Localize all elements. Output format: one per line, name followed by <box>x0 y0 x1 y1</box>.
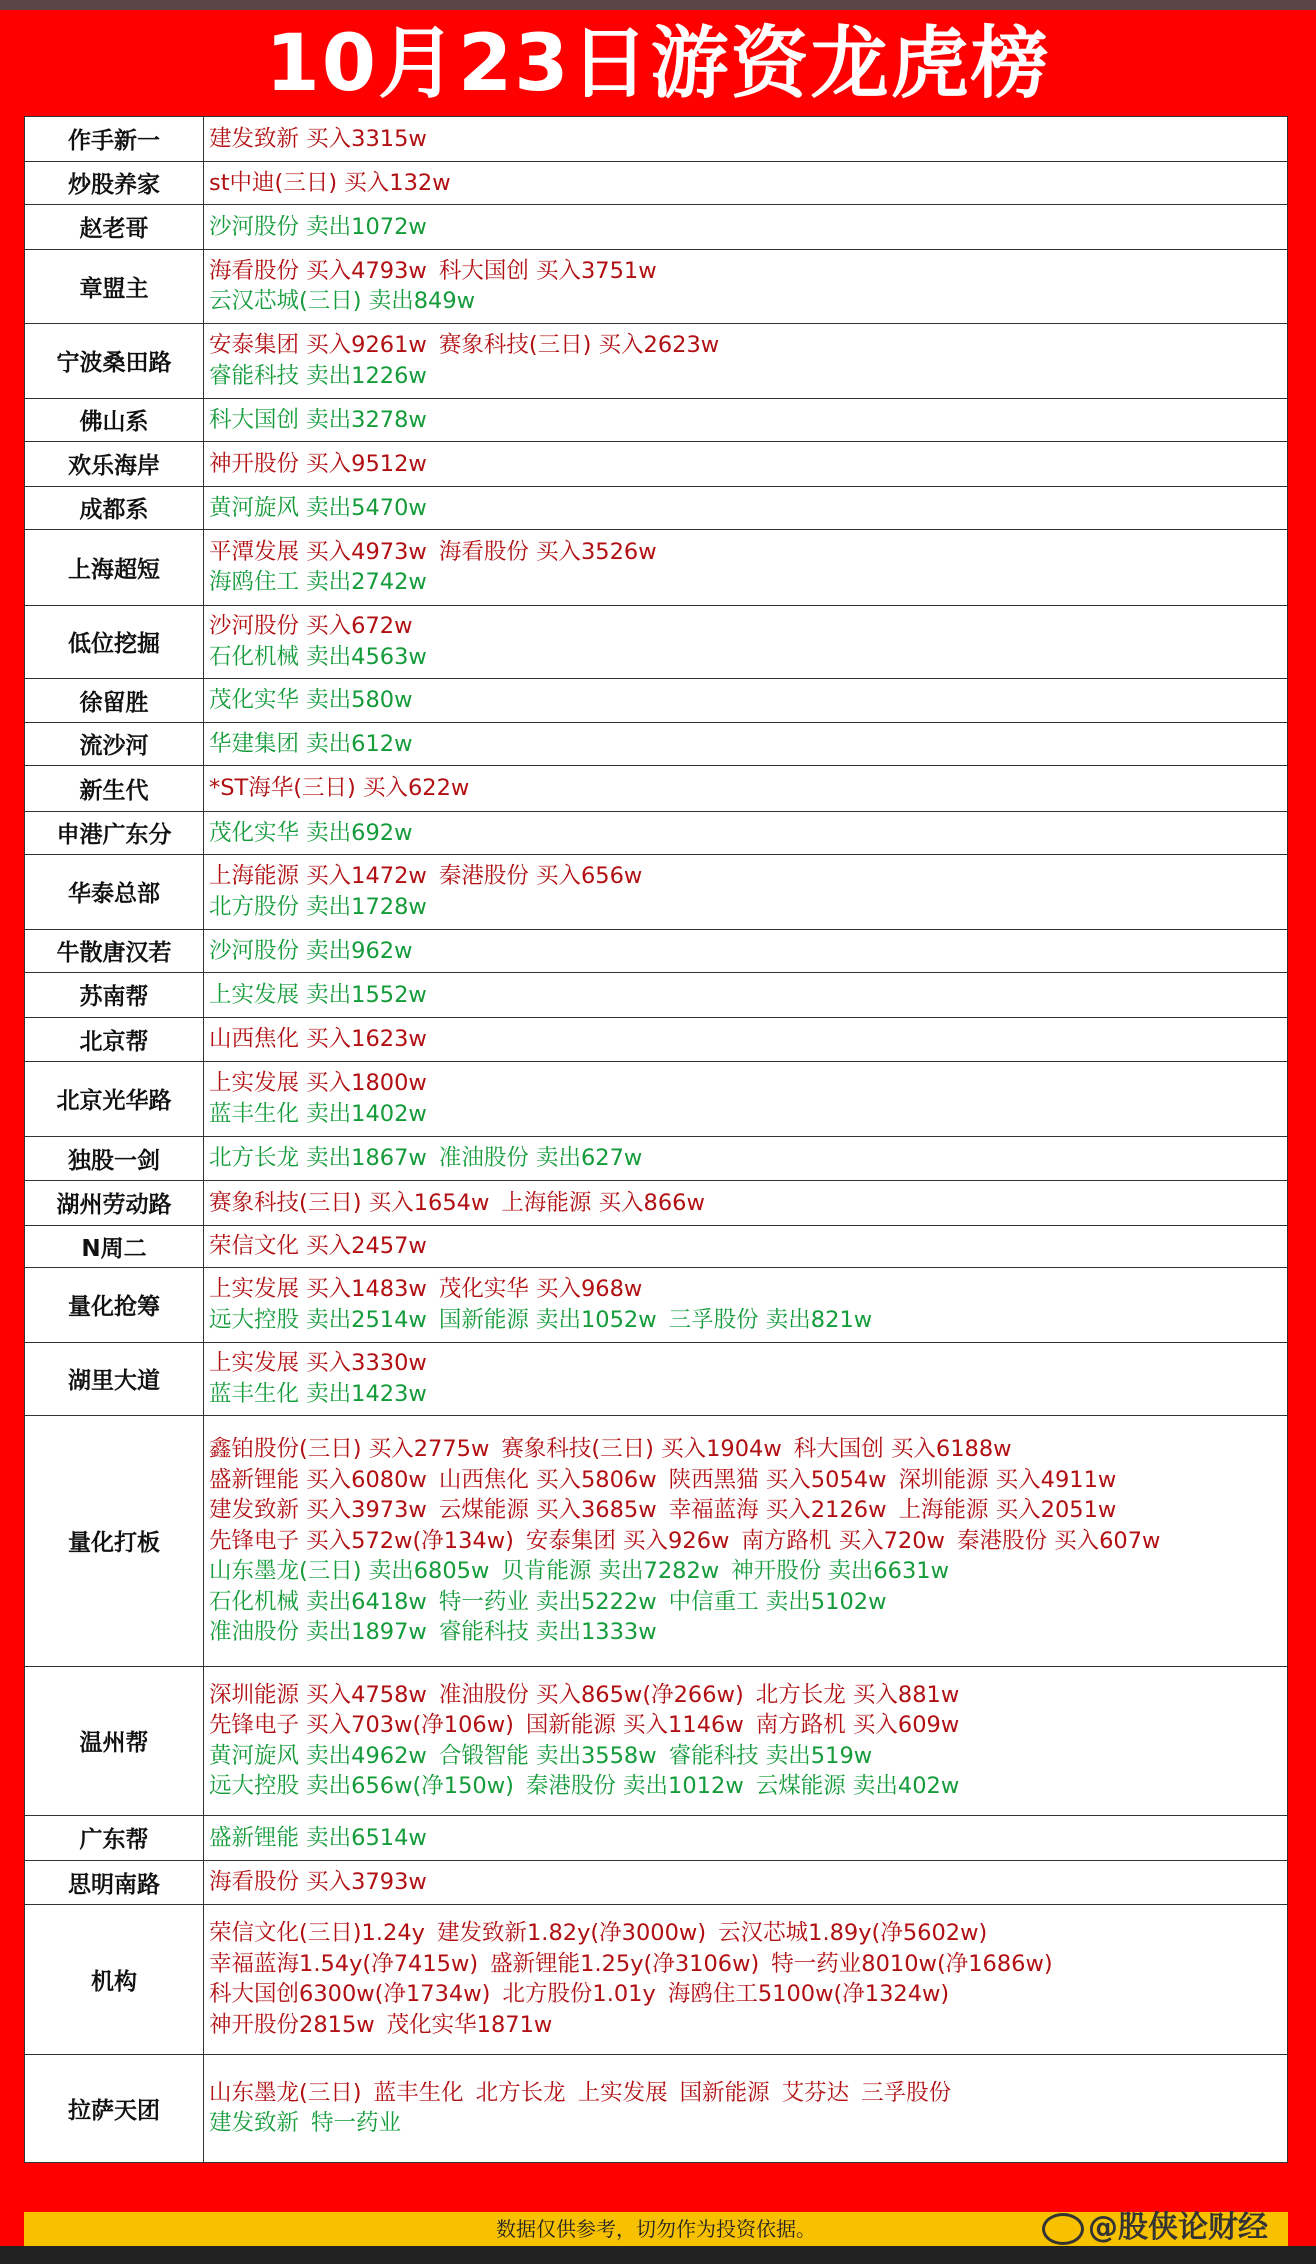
trader-name: 章盟主 <box>25 249 204 324</box>
trader-name: 宁波桑田路 <box>25 324 204 399</box>
trade-line <box>209 892 1287 923</box>
trader-name: 佛山系 <box>25 398 204 442</box>
trade-line <box>209 1587 1287 1618</box>
table-row <box>25 117 1288 162</box>
trade-details <box>204 1136 1288 1181</box>
buy-entry: 盛新锂能1.25y(净3106w) <box>490 1950 760 1977</box>
trader-name: 华泰总部 <box>25 855 204 930</box>
table-row <box>25 398 1288 442</box>
table-row <box>25 1181 1288 1226</box>
buy-entry: 三孚股份 <box>861 2079 952 2106</box>
buy-entry: 沙河股份 买入672w <box>209 613 413 640</box>
buy-entry: 先锋电子 买入572w(净134w) <box>209 1527 514 1554</box>
buy-entry: 山西焦化 买入5806w <box>438 1466 657 1493</box>
table-row <box>25 324 1288 399</box>
sell-entry: 云煤能源 卖出402w <box>755 1773 960 1800</box>
buy-entry: 国新能源 <box>679 2079 770 2106</box>
buy-entry: 茂化实华 买入968w <box>438 1276 643 1303</box>
trader-name: 量化打板 <box>25 1416 204 1667</box>
buy-entry: 赛象科技(三日) 买入2623w <box>438 332 720 359</box>
trade-details <box>204 766 1288 812</box>
trade-details <box>204 205 1288 250</box>
buy-entry: 北方长龙 买入881w <box>755 1681 960 1708</box>
trade-details <box>204 605 1288 679</box>
bottom-bar <box>0 2246 1316 2264</box>
table-row <box>25 679 1288 723</box>
trade-line <box>209 773 1287 804</box>
table-row <box>25 486 1288 530</box>
trade-details <box>204 486 1288 530</box>
trader-name: 量化抢筹 <box>25 1268 204 1343</box>
trade-line <box>209 1710 1287 1741</box>
trader-name: 流沙河 <box>25 722 204 766</box>
trade-line <box>209 567 1287 598</box>
trade-details <box>204 1860 1288 1905</box>
sell-entry: 特一药业 <box>311 2110 402 2137</box>
trader-name: 低位挖掘 <box>25 605 204 679</box>
sell-entry: 贝肯能源 卖出7282w <box>501 1558 720 1584</box>
table-row <box>25 1905 1288 2055</box>
trader-name: 湖里大道 <box>25 1342 204 1416</box>
trade-line <box>209 449 1287 480</box>
trade-line <box>209 1495 1287 1526</box>
table-row <box>25 1416 1288 1667</box>
buy-entry: 海看股份 买入3793w <box>209 1869 427 1895</box>
buy-entry: 南方路机 买入609w <box>755 1712 960 1739</box>
sell-entry: 中信重工 卖出5102w <box>668 1588 887 1615</box>
watermark <box>1042 2206 1268 2250</box>
top-bar <box>0 0 1316 10</box>
table-row <box>25 1666 1288 1816</box>
trade-details <box>204 929 1288 973</box>
table-row <box>25 161 1288 205</box>
table-row <box>25 1136 1288 1181</box>
weibo-icon <box>1042 2213 1084 2245</box>
trade-line <box>209 405 1287 436</box>
trader-name: 机构 <box>25 1905 204 2055</box>
trade-line <box>209 729 1287 760</box>
buy-entry: 鑫铂股份(三日) 买入2775w <box>209 1436 490 1462</box>
sell-entry: 北方股份 卖出1728w <box>209 893 427 920</box>
sell-entry: 石化机械 卖出6418w <box>209 1588 427 1615</box>
table-row <box>25 722 1288 766</box>
table-row <box>25 973 1288 1018</box>
trade-details <box>204 2054 1288 2163</box>
trader-name: 苏南帮 <box>25 973 204 1018</box>
sell-entry: 黄河旋风 卖出4962w <box>209 1742 427 1769</box>
buy-entry: 北方长龙 <box>475 2079 566 2106</box>
trade-line <box>209 1348 1287 1379</box>
sell-entry: 沙河股份 卖出962w <box>209 937 413 964</box>
buy-entry: 秦港股份 买入656w <box>438 863 643 890</box>
trader-name: 赵老哥 <box>25 205 204 250</box>
trade-line <box>209 1617 1287 1648</box>
buy-entry: 海鸥住工5100w(净1324w) <box>667 1981 950 2008</box>
buy-entry: 山西焦化 买入1623w <box>209 1026 427 1052</box>
buy-entry: 陕西黑猫 买入5054w <box>668 1466 887 1493</box>
trade-line <box>209 2108 1287 2139</box>
sell-entry: 远大控股 卖出656w(净150w) <box>209 1773 514 1800</box>
table-row <box>25 205 1288 250</box>
buy-entry: 荣信文化(三日)1.24y <box>209 1920 425 1947</box>
trade-details <box>204 1062 1288 1137</box>
buy-entry: 建发致新1.82y(净3000w) <box>436 1920 707 1947</box>
buy-entry: 幸福蓝海1.54y(净7415w) <box>209 1950 479 1977</box>
sell-entry: 三孚股份 卖出821w <box>668 1306 873 1333</box>
trade-line <box>209 1526 1287 1557</box>
trade-line <box>209 124 1287 155</box>
buy-entry: 上实发展 <box>577 2079 668 2106</box>
buy-entry: *ST海华(三日) 买入622w <box>209 775 470 801</box>
sell-entry: 云汉芯城(三日) 卖出849w <box>209 288 476 315</box>
buy-entry: 安泰集团 买入926w <box>525 1527 730 1554</box>
footer-bar <box>24 2212 1288 2246</box>
buy-entry: 艾芬达 <box>781 2079 850 2106</box>
trade-details <box>204 855 1288 930</box>
trader-name: 独股一剑 <box>25 1136 204 1181</box>
buy-entry: 北方股份1.01y <box>502 1981 656 2008</box>
sell-entry: 茂化实华 卖出692w <box>209 819 413 846</box>
sell-entry: 茂化实华 卖出580w <box>209 687 413 713</box>
sell-entry: 蓝丰生化 卖出1402w <box>209 1100 427 1127</box>
trade-line <box>209 1979 1287 2010</box>
trader-name: 牛散唐汉若 <box>25 929 204 973</box>
ranking-table-container <box>24 116 1288 2163</box>
sell-entry: 黄河旋风 卖出5470w <box>209 494 427 521</box>
table-row <box>25 605 1288 679</box>
trade-line <box>209 168 1287 199</box>
buy-entry: 幸福蓝海 买入2126w <box>668 1497 887 1523</box>
trader-name: 广东帮 <box>25 1816 204 1861</box>
trade-line <box>209 1949 1287 1980</box>
trade-line <box>209 493 1287 524</box>
trade-details <box>204 973 1288 1018</box>
sell-entry: 华建集团 卖出612w <box>209 730 413 757</box>
table-row <box>25 1062 1288 1137</box>
trade-line <box>209 1274 1287 1305</box>
page-title: 10月23日游资龙虎榜 <box>265 19 1051 109</box>
trader-name: 新生代 <box>25 766 204 812</box>
trade-details <box>204 249 1288 324</box>
trade-line <box>209 1867 1287 1898</box>
trade-line <box>209 1305 1287 1336</box>
trade-line <box>209 286 1287 317</box>
buy-entry: 平潭发展 买入4973w <box>209 538 427 565</box>
trader-name: 上海超短 <box>25 530 204 606</box>
trader-name: 成都系 <box>25 486 204 530</box>
trader-name: 欢乐海岸 <box>25 442 204 487</box>
trade-line <box>209 537 1287 568</box>
sell-entry: 海鸥住工 卖出2742w <box>209 569 427 596</box>
buy-entry: 建发致新 买入3973w <box>209 1497 427 1523</box>
sell-entry: 科大国创 卖出3278w <box>209 406 427 433</box>
trade-details <box>204 117 1288 162</box>
table-row <box>25 929 1288 973</box>
sell-entry: 建发致新 <box>209 2110 300 2137</box>
trader-name: 温州帮 <box>25 1666 204 1816</box>
sell-entry: 国新能源 卖出1052w <box>438 1306 657 1333</box>
buy-entry: 山东墨龙(三日) <box>209 2079 362 2106</box>
buy-entry: 神开股份2815w <box>209 2011 375 2038</box>
trader-name: 炒股养家 <box>25 161 204 205</box>
buy-entry: 南方路机 买入720w <box>741 1527 945 1554</box>
trade-line <box>209 330 1287 361</box>
buy-entry: 科大国创 买入3751w <box>438 257 657 284</box>
table-row <box>25 1860 1288 1905</box>
buy-entry: 特一药业8010w(净1686w) <box>771 1950 1053 1977</box>
trader-name: 申港广东分 <box>25 811 204 855</box>
buy-entry: 荣信文化 买入2457w <box>209 1233 427 1259</box>
trade-line <box>209 1918 1287 1949</box>
trade-details <box>204 1017 1288 1062</box>
trade-line <box>209 1024 1287 1055</box>
trade-line <box>209 1556 1287 1587</box>
trade-details <box>204 398 1288 442</box>
watermark-text: @股侠论财经 <box>1088 2210 1268 2245</box>
trade-line <box>209 1188 1287 1219</box>
trade-line <box>209 2078 1287 2109</box>
sell-entry: 蓝丰生化 卖出1423w <box>209 1380 427 1407</box>
trade-line <box>209 361 1287 392</box>
trader-name: 北京光华路 <box>25 1062 204 1137</box>
trade-line <box>209 685 1287 716</box>
trade-line <box>209 1143 1287 1174</box>
sell-entry: 睿能科技 卖出1333w <box>438 1619 657 1645</box>
trade-details <box>204 161 1288 205</box>
trader-name: 北京帮 <box>25 1017 204 1062</box>
buy-entry: 科大国创6300w(净1734w) <box>209 1981 491 2008</box>
buy-entry: 秦港股份 买入607w <box>956 1527 1161 1554</box>
buy-entry: 上实发展 买入1483w <box>209 1276 427 1303</box>
sell-entry: 盛新锂能 卖出6514w <box>209 1824 427 1851</box>
trade-line <box>209 1434 1287 1465</box>
trade-line <box>209 212 1287 243</box>
trade-details <box>204 1816 1288 1861</box>
trade-details <box>204 722 1288 766</box>
buy-entry: 蓝丰生化 <box>373 2079 464 2106</box>
sell-entry: 特一药业 卖出5222w <box>438 1588 657 1615</box>
sell-entry: 准油股份 卖出627w <box>438 1145 643 1171</box>
trader-name: 思明南路 <box>25 1860 204 1905</box>
table-row <box>25 1816 1288 1861</box>
sell-entry: 上实发展 卖出1552w <box>209 981 427 1008</box>
sell-entry: 秦港股份 卖出1012w <box>525 1773 744 1800</box>
trade-details <box>204 1181 1288 1226</box>
buy-entry: 茂化实华1871w <box>386 2011 553 2038</box>
buy-entry: 上海能源 买入2051w <box>898 1497 1117 1523</box>
trade-details <box>204 324 1288 399</box>
table-row <box>25 2054 1288 2163</box>
sell-entry: 远大控股 卖出2514w <box>209 1306 427 1333</box>
sell-entry: 石化机械 卖出4563w <box>209 643 427 670</box>
buy-entry: 赛象科技(三日) 买入1904w <box>501 1436 782 1462</box>
trade-details <box>204 811 1288 855</box>
sell-entry: 准油股份 卖出1897w <box>209 1619 427 1645</box>
sell-entry: 睿能科技 卖出1226w <box>209 362 427 389</box>
trader-name: 作手新一 <box>25 117 204 162</box>
trade-line <box>209 936 1287 967</box>
table-row <box>25 249 1288 324</box>
trade-line <box>209 861 1287 892</box>
trade-line <box>209 642 1287 673</box>
trade-line <box>209 1379 1287 1410</box>
sell-entry: 神开股份 卖出6631w <box>731 1558 950 1584</box>
buy-entry: 海看股份 买入4793w <box>209 257 427 284</box>
trade-details <box>204 1225 1288 1268</box>
buy-entry: 海看股份 买入3526w <box>438 538 657 565</box>
trade-line <box>209 980 1287 1011</box>
trade-details <box>204 1666 1288 1816</box>
buy-entry: 先锋电子 买入703w(净106w) <box>209 1712 514 1739</box>
buy-entry: 上实发展 买入3330w <box>209 1350 427 1377</box>
buy-entry: 赛象科技(三日) 买入1654w <box>209 1189 490 1216</box>
buy-entry: 云煤能源 买入3685w <box>438 1497 657 1523</box>
buy-entry: 建发致新 买入3315w <box>209 125 427 152</box>
table-row <box>25 811 1288 855</box>
table-row <box>25 1268 1288 1343</box>
sell-entry: 北方长龙 卖出1867w <box>209 1145 427 1171</box>
disclaimer-text: 数据仅供参考，切勿作为投资依据。 <box>496 2217 816 2241</box>
buy-entry: 上海能源 买入866w <box>501 1189 705 1216</box>
buy-entry: 神开股份 买入9512w <box>209 450 427 477</box>
trade-line <box>209 1068 1287 1099</box>
trade-line <box>209 1231 1287 1262</box>
table-row <box>25 855 1288 930</box>
trade-line <box>209 1741 1287 1772</box>
buy-entry: 上海能源 买入1472w <box>209 863 427 890</box>
buy-entry: 科大国创 买入6188w <box>793 1436 1012 1462</box>
trade-line <box>209 611 1287 642</box>
table-row <box>25 1225 1288 1268</box>
buy-entry: 国新能源 买入1146w <box>525 1712 744 1739</box>
table-row <box>25 530 1288 606</box>
buy-entry: 上实发展 买入1800w <box>209 1070 427 1097</box>
buy-entry: st中迪(三日) 买入132w <box>209 169 451 196</box>
sell-entry: 合锻智能 卖出3558w <box>438 1742 657 1769</box>
ranking-table <box>24 116 1288 2163</box>
buy-entry: 云汉芯城1.89y(净5602w) <box>718 1920 988 1947</box>
trader-name: N周二 <box>25 1225 204 1268</box>
trader-name: 徐留胜 <box>25 679 204 723</box>
trade-details <box>204 679 1288 723</box>
sell-entry: 睿能科技 卖出519w <box>668 1742 873 1769</box>
trade-details <box>204 1342 1288 1416</box>
buy-entry: 深圳能源 买入4911w <box>898 1466 1117 1493</box>
trader-name: 湖州劳动路 <box>25 1181 204 1226</box>
trade-details <box>204 442 1288 487</box>
trade-line <box>209 1680 1287 1711</box>
sell-entry: 山东墨龙(三日) 卖出6805w <box>209 1558 490 1584</box>
trade-details <box>204 1905 1288 2055</box>
table-row <box>25 1017 1288 1062</box>
table-row <box>25 442 1288 487</box>
ranking-table-body <box>25 117 1288 2163</box>
trade-line <box>209 1465 1287 1496</box>
table-row <box>25 1342 1288 1416</box>
buy-entry: 安泰集团 买入9261w <box>209 332 427 359</box>
trade-line <box>209 818 1287 849</box>
trade-line <box>209 1823 1287 1854</box>
trade-line <box>209 1099 1287 1130</box>
buy-entry: 深圳能源 买入4758w <box>209 1681 427 1708</box>
trade-line <box>209 2010 1287 2041</box>
trade-details <box>204 530 1288 606</box>
trade-line <box>209 256 1287 287</box>
trade-details <box>204 1268 1288 1343</box>
trade-line <box>209 1771 1287 1802</box>
trader-name: 拉萨天团 <box>25 2054 204 2163</box>
trade-details <box>204 1416 1288 1667</box>
table-row <box>25 766 1288 812</box>
sell-entry: 沙河股份 卖出1072w <box>209 213 427 240</box>
buy-entry: 准油股份 买入865w(净266w) <box>438 1681 744 1708</box>
buy-entry: 盛新锂能 买入6080w <box>209 1466 427 1493</box>
